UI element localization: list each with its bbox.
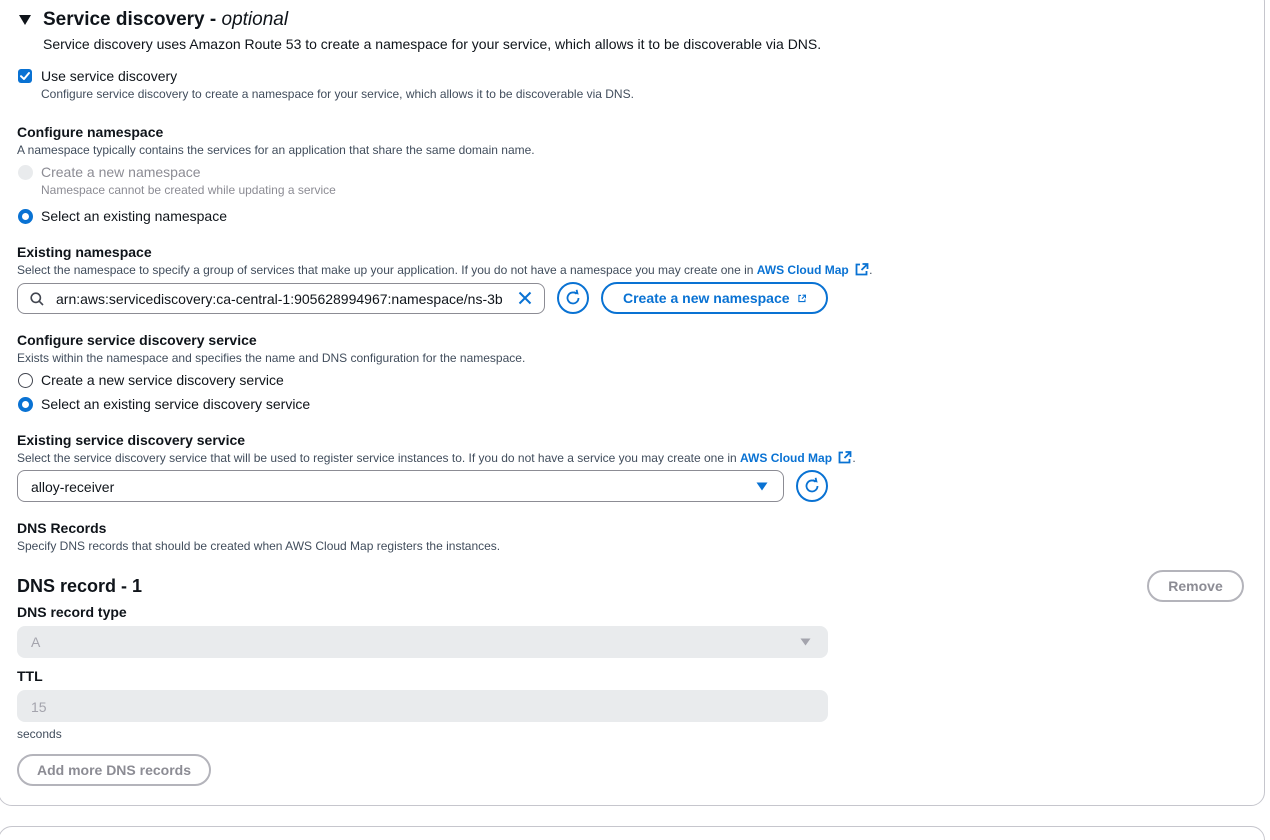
dns-record-type-label: DNS record type [17, 604, 127, 620]
check-icon [18, 69, 32, 83]
select-namespace-label[interactable]: Select an existing namespace [41, 208, 227, 224]
cloud-map-link-2[interactable]: AWS Cloud Map [740, 451, 833, 465]
namespace-value: arn:aws:servicediscovery:ca-central-1:905628994967:namespace/ns-3b [56, 291, 503, 307]
external-link-icon [798, 292, 806, 305]
clear-icon[interactable] [518, 291, 532, 305]
section-title[interactable]: Service discovery - optional [43, 9, 289, 30]
dns-record-type-value: A [31, 634, 41, 650]
use-service-discovery-label[interactable]: Use service discovery [41, 68, 178, 84]
namespace-search-input[interactable] [17, 283, 545, 314]
dns-records-hint: Specify DNS records that should be created when AWS Cloud Map registers the instances. [17, 539, 501, 553]
dns-record-type-select [17, 626, 828, 658]
use-service-discovery-hint: Configure service discovery to create a namespace for your service, which allows it to be discoverable via DNS. [41, 87, 634, 101]
cloud-map-link[interactable]: AWS Cloud Map [756, 263, 849, 277]
existing-sd-service-hint: Select the service discovery service that will be used to register service instances to. If you do not have a service you may create one in AWS Cloud Map . [17, 451, 856, 465]
create-sd-service-radio[interactable] [18, 373, 33, 388]
create-namespace-button[interactable] [601, 282, 828, 314]
select-namespace-radio[interactable] [18, 209, 33, 224]
refresh-icon [803, 477, 821, 495]
existing-namespace-label: Existing namespace [17, 244, 152, 260]
configure-sd-service-label: Configure service discovery service [17, 332, 257, 348]
select-sd-service-radio[interactable] [18, 397, 33, 412]
sd-service-value: alloy-receiver [31, 479, 115, 495]
select-sd-service-label[interactable]: Select an existing service discovery service [41, 396, 311, 412]
dns-records-label: DNS Records [17, 520, 107, 536]
create-namespace-button-label: Create a new namespace [623, 290, 790, 306]
dropdown-caret-icon [756, 482, 768, 491]
optional-tag: optional [221, 9, 289, 30]
collapse-caret-icon[interactable] [19, 15, 31, 25]
configure-namespace-label: Configure namespace [17, 124, 164, 140]
create-namespace-radio [18, 165, 33, 180]
configure-sd-service-hint: Exists within the namespace and specifies the name and DNS configuration for the namespace. [17, 351, 526, 365]
refresh-sd-service-button[interactable] [796, 470, 828, 502]
sd-service-select[interactable] [17, 470, 784, 502]
search-icon [30, 292, 44, 306]
create-namespace-label: Create a new namespace [41, 164, 201, 180]
external-link-icon [838, 451, 852, 464]
ttl-unit: seconds [17, 727, 62, 741]
use-service-discovery-checkbox[interactable] [18, 69, 32, 83]
dropdown-caret-icon [800, 638, 811, 646]
ttl-input [17, 690, 828, 722]
add-dns-records-button[interactable]: Add more DNS records [17, 754, 211, 786]
existing-sd-service-label: Existing service discovery service [17, 432, 246, 448]
existing-namespace-hint: Select the namespace to specify a group of services that make up your application. If you do not have a namespace you may create one in AWS Cloud Map . [17, 263, 873, 277]
configure-namespace-hint: A namespace typically contains the services for an application that share the same domain name. [17, 143, 535, 157]
create-sd-service-label[interactable]: Create a new service discovery service [41, 372, 284, 388]
section-description: Service discovery uses Amazon Route 53 to create a namespace for your service, which allows it to be discoverable via DNS. [43, 36, 822, 52]
create-namespace-hint: Namespace cannot be created while updating a service [41, 183, 336, 197]
ttl-label: TTL [17, 668, 43, 684]
next-section-panel [0, 826, 1265, 840]
refresh-namespace-button[interactable] [557, 282, 589, 314]
dns-record-title: DNS record - 1 [17, 576, 143, 596]
external-link-icon [855, 263, 869, 276]
refresh-icon [564, 289, 582, 307]
remove-dns-record-button[interactable]: Remove [1147, 570, 1244, 602]
ttl-value: 15 [31, 699, 47, 715]
